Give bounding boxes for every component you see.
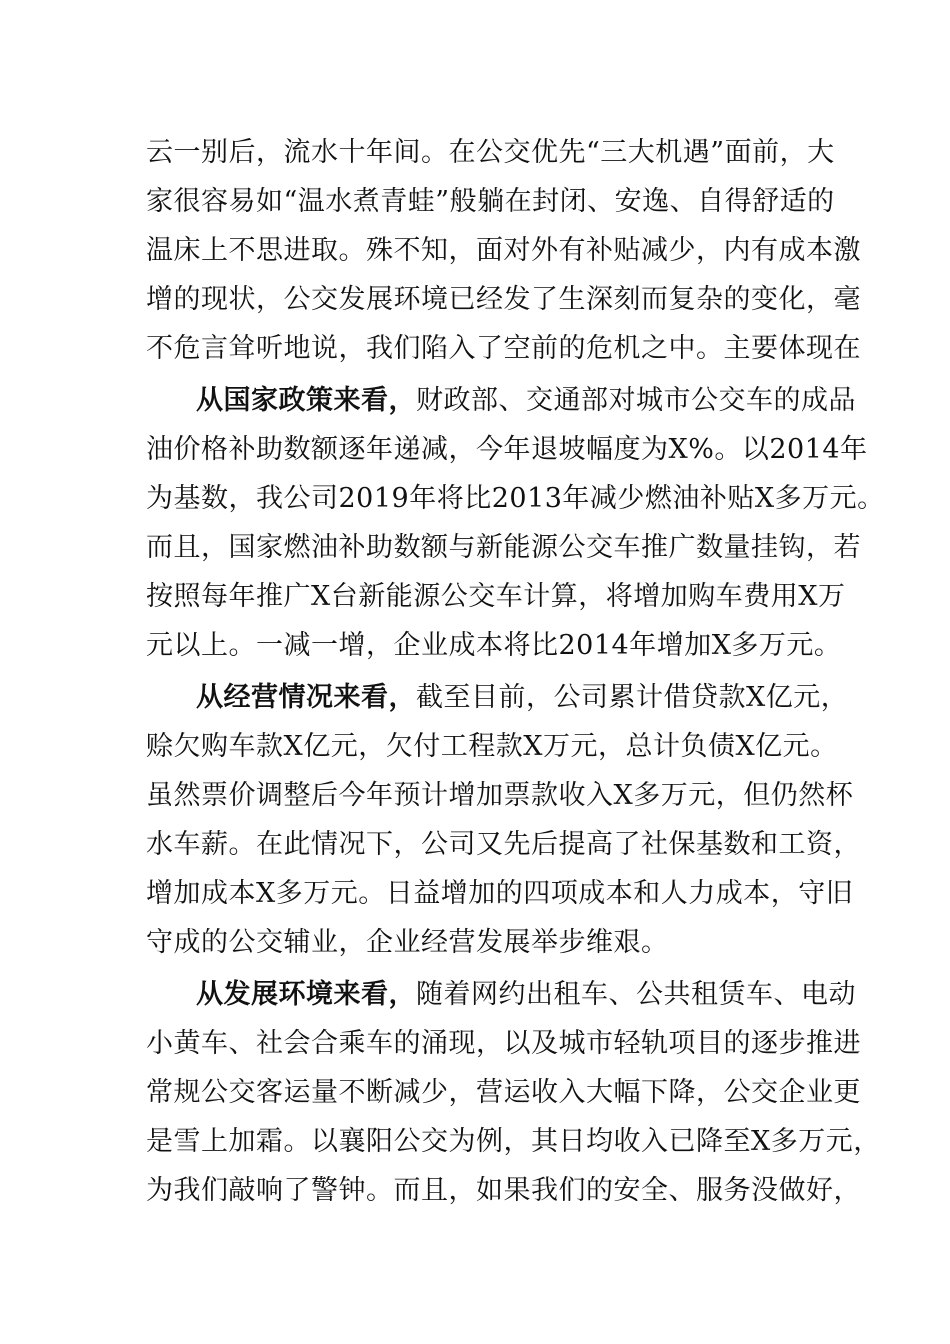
text-line: 增加成本X多万元。日益增加的四项成本和人力成本，守旧 xyxy=(146,878,854,909)
text-run: 财政部、交通部对城市公交车的成品 xyxy=(416,385,856,416)
text-line: 常规公交客运量不断减少，营运收入大幅下降，公交企业更 xyxy=(146,1077,861,1108)
text-line: 温床上不思进取。殊不知，面对外有补贴减少，内有成本激 xyxy=(146,235,861,266)
paragraph-lead: 从国家政策来看， xyxy=(196,385,416,416)
text-line-first xyxy=(146,970,856,1019)
paragraph-operations xyxy=(146,673,861,967)
paragraph-national-policy xyxy=(146,376,885,670)
text-line: 是雪上加霜。以襄阳公交为例，其日均收入已降至X多万元， xyxy=(146,1126,881,1157)
text-line-first xyxy=(146,376,856,425)
text-line: 赊欠购车款X亿元，欠付工程款X万元，总计负债X亿元。 xyxy=(146,731,838,762)
paragraph-lead: 从经营情况来看， xyxy=(196,682,416,713)
text-line: 元以上。一减一增，企业成本将比2014年增加X多万元。 xyxy=(146,630,842,661)
text-run: 截至目前，公司累计借贷款X亿元， xyxy=(416,682,849,713)
text-line: 为我们敲响了警钟。而且，如果我们的安全、服务没做好， xyxy=(146,1175,861,1206)
text-line: 虽然票价调整后今年预计增加票款收入X多万元，但仍然杯 xyxy=(146,780,854,811)
text-line: 增的现状，公交发展环境已经发了生深刻而复杂的变化，毫 xyxy=(146,284,861,315)
paragraph-lead: 从发展环境来看， xyxy=(196,979,416,1010)
text-line: 为基数，我公司2019年将比2013年减少燃油补贴X多万元。 xyxy=(146,483,885,514)
text-line: 不危言耸听地说，我们陷入了空前的危机之中。主要体现在 xyxy=(146,333,861,364)
body-text xyxy=(146,128,885,1215)
paragraph-environment xyxy=(146,970,881,1215)
text-line: 家很容易如“温水煮青蛙”般躺在封闭、安逸、自得舒适的 xyxy=(146,186,835,217)
text-line-first xyxy=(146,673,849,722)
text-line: 守成的公交辅业，企业经营发展举步维艰。 xyxy=(146,927,669,958)
text-run: 随着网约出租车、公共租赁车、电动 xyxy=(416,979,856,1010)
text-line: 而且，国家燃油补助数额与新能源公交车推广数量挂钩，若 xyxy=(146,532,861,563)
text-line: 小黄车、社会合乘车的涌现，以及城市轻轨项目的逐步推进 xyxy=(146,1028,861,1059)
text-line: 云一别后，流水十年间。在公交优先“三大机遇”面前，大 xyxy=(146,137,835,168)
paragraph-intro xyxy=(146,128,861,373)
text-line: 油价格补助数额逐年递减，今年退坡幅度为X%。以2014年 xyxy=(146,434,868,465)
text-line: 按照每年推广X台新能源公交车计算，将增加购车费用X万 xyxy=(146,581,846,612)
text-line: 水车薪。在此情况下，公司又先后提高了社保基数和工资， xyxy=(146,829,861,860)
